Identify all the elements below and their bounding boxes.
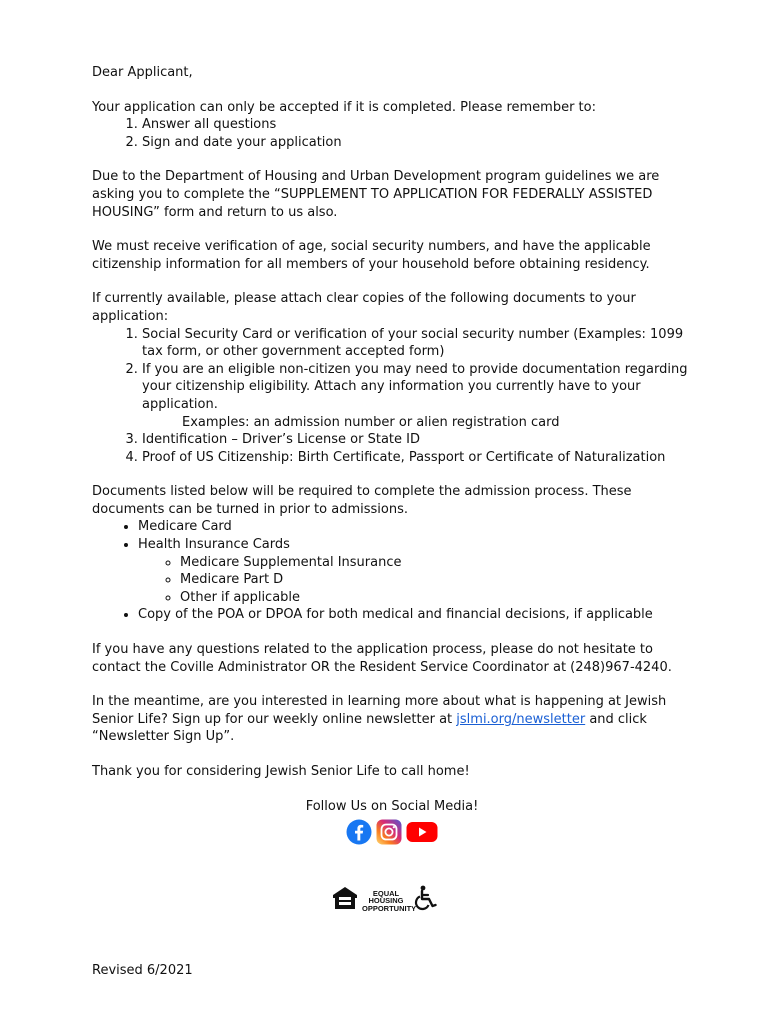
list-item: • Medicare Card (138, 518, 692, 536)
list-item: • Copy of the POA or DPOA for both medical and financial decisions, if applicable (138, 606, 692, 624)
newsletter-text-after: and click “Newsletter Sign Up”. (92, 711, 647, 745)
equal-housing-text: EQUAL HOUSING OPPORTUNITY (362, 888, 417, 913)
verification-paragraph: We must receive verification of age, social security numbers, and have the applicable citizenship information for all members of your household before obtaining residency. (92, 239, 651, 272)
health-sublist (138, 554, 692, 607)
documents-example: Examples: an admission number or alien registration card (182, 414, 560, 430)
admission-list (92, 518, 692, 624)
social-icons (92, 819, 692, 845)
instagram-icon[interactable] (376, 819, 402, 845)
list-item: ◦ Medicare Supplemental Insurance (180, 554, 692, 572)
list-item: 1. Social Security Card or verification of your social security number (Examples: 1099 tax form, or other government accepted form) (142, 326, 692, 361)
list-item-text: Health Insurance Cards (138, 537, 290, 553)
documents-section (92, 290, 692, 466)
list-item: 1. Answer all questions (142, 116, 692, 134)
facebook-icon[interactable] (346, 819, 372, 845)
social-heading: Follow Us on Social Media! (305, 798, 479, 814)
list-item: ◦ Other if applicable (180, 589, 692, 607)
documents-intro: If currently available, please attach clear copies of the following documents to your application: (92, 291, 636, 324)
documents-list (92, 326, 692, 467)
newsletter-link[interactable]: jslmi.org/newsletter (456, 711, 586, 727)
letter-body (92, 64, 692, 845)
admission-intro: Documents listed below will be required to complete the admission process. These documents can be turned in prior to admissions. (92, 484, 632, 517)
intro-text: Your application can only be accepted if it is completed. Please remember to: (92, 99, 596, 115)
newsletter-text-before: In the meantime, are you interested in learning more about what is happening at Jewish Senior Life? Sign up for our weekly online newsletter at (92, 694, 667, 727)
intro-section (92, 99, 692, 152)
footer-logos (332, 885, 438, 917)
revised-date: Revised 6/2021 (92, 963, 193, 978)
list-item: 4. Proof of US Citizenship: Birth Certificate, Passport or Certificate of Naturalization (142, 449, 692, 467)
thanks-line: Thank you for considering Jewish Senior Life to call home! (92, 764, 470, 779)
list-item: 2. Sign and date your application (142, 134, 692, 152)
accessibility-icon (414, 885, 438, 917)
youtube-icon[interactable] (406, 819, 438, 845)
newsletter-paragraph (92, 693, 692, 746)
list-item-text: If you are an eligible non-citizen you may need to provide documentation regarding your citizenship eligibility. Attach any information you currently have to your application. (142, 361, 688, 412)
list-item (142, 361, 692, 431)
hud-paragraph: Due to the Department of Housing and Urban Development program guidelines we are asking you to complete the “SUPPLEMENT TO APPLICATION FOR FEDERALLY ASSISTED HOUSING” form and return to us also. (92, 169, 660, 220)
equal-housing-icon (332, 886, 358, 916)
greeting: Dear Applicant, (92, 65, 193, 80)
intro-list (92, 116, 692, 151)
list-item: ◦ Medicare Part D (180, 571, 692, 589)
admission-section (92, 483, 692, 624)
list-item: 3. Identification – Driver’s License or State ID (142, 431, 692, 449)
list-item (138, 536, 692, 606)
questions-paragraph: If you have any questions related to the application process, please do not hesitate to contact the Coville Administrator OR the Resident Service Coordinator at (248)967-4240. (92, 642, 672, 675)
